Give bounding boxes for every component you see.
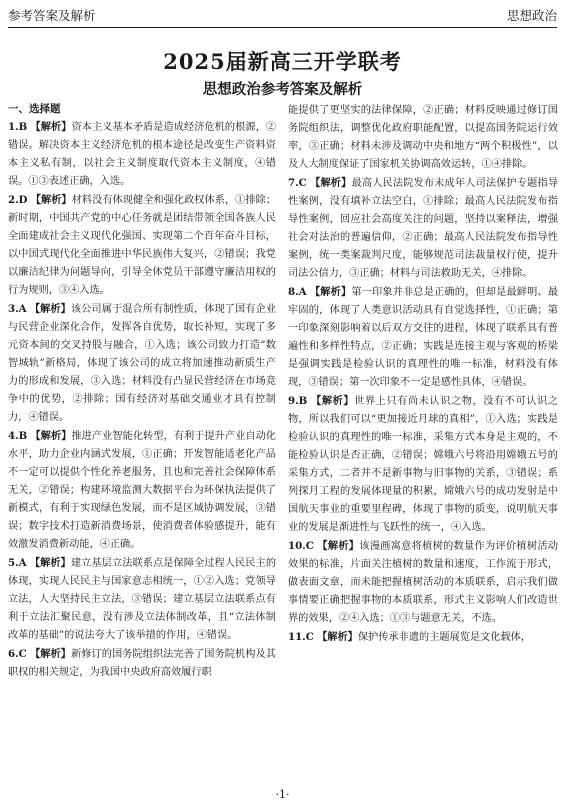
analysis-tag: 【解析】 <box>317 540 360 552</box>
answer-number: 5.A <box>8 557 27 569</box>
answer-item <box>288 102 558 174</box>
answer-item <box>8 191 276 300</box>
answer-text: 保护传承非遗的主题展览是文化载体， <box>357 632 532 643</box>
answer-item <box>8 118 276 191</box>
answer-text: 材料没有体现健全和强化政权体系，①排除；新时期，中国共产党的中心任务就是团结带领全国各族人民全面建成社会主义现代化强国、实现第二个百年奋斗目标，以中国式现代化全面推进中华民族伟大复兴，②错误；我党以廉洁纪律为问题导向，引导全体党员干部遵守廉洁用权的行为规则，③④入选。 <box>8 195 277 296</box>
analysis-tag: 【解析】 <box>310 177 352 189</box>
answer-text: 最高人民法院发布未成年人司法保护专题指导性案例，没有填补立法空白，①排除；最高人民法院发布指导性案例，回应社会高度关注的问题，坚持以案释法，增强社会对法治的普遍信仰，②正确；最高人民法院发布指导性案例，统一类案裁判尺度，能够规范司法裁量权行使，提升司法公信力，③正确；材料与司法救助无关，④排除。 <box>288 178 559 279</box>
header-left: 参考答案及解析 <box>8 8 96 23</box>
answer-text: 新修订的国务院组织法完善了国务院机构及其职权的相关规定，为我国中央政府高效履行职 <box>8 649 276 678</box>
answer-number: 10.C <box>288 540 314 552</box>
analysis-tag: 【解析】 <box>29 557 71 569</box>
answer-number: 3.A <box>8 303 27 315</box>
answer-text: 世界上只有尚未认识之物，没有不可认识之物，所以我们可以“更加接近月球的真相”，①入选；实践是检验认识的真理性的唯一标准，采集方式本身是主观的，不能检验认识是否正确，②错误；嫦娥六号将沿用嫦娥五号的采集方式，二者并不是新事物与旧事物的关系，③错误；系列探月工程的发展体现量的积累，嫦娥六号的成功发射是中国航天事业的重要里程碑，体现了事物的质变，说明航天事业的发展是渐进性与飞跃性的统一，④入选。 <box>288 396 558 533</box>
page-title: 2025届新高三开学联考 <box>163 49 402 74</box>
answer-text: 能提供了更坚实的法律保障，②正确；材料反映通过修订国务院组织法，调整优化政府职能配置，以提高国务院运行效率，③正确；材料未涉及调动中央和地方“两个积极性”，以及人大制度保证了国家机关协调高效运转，①④排除。 <box>288 105 558 170</box>
answer-number: 8.A <box>288 286 307 298</box>
analysis-tag: 【解析】 <box>309 286 352 298</box>
answer-text: 建立基层立法联系点是保障全过程人民民主的体现，实现人民民主与国家意志相统一，①②入选；党领导立法，人大坚持民主立法，③错误；建立基层立法联系点有利于立法汇聚民意，没有涉及立法体制改革，且“立法体制改革的基础”的说法夸大了该举措的作用，④错误。 <box>8 558 277 641</box>
answer-number: 9.B <box>288 395 308 407</box>
left-column <box>8 100 276 682</box>
answer-text: 该公司属于混合所有制性质，体现了国有企业与民营企业深化合作，发挥各自优势，取长补短，实现了多元资本间的交叉持股与融合，①入选；该公司致力打造“数智城轨”新格局，体现了该公司的成立将加速推动新质生产力的形成和发展，③入选；材料没有凸显民营经济在市场竞争中的优势，②排除；国有经济对基础交通业才具有控制力，④错误。 <box>8 304 277 423</box>
analysis-tag: 【解析】 <box>311 395 355 407</box>
analysis-tag: 【解析】 <box>30 194 72 206</box>
answer-text: 该漫画寓意将植树的数量作为评价植树活动效果的标准，片面关注植树的数量和速度，工作流于形式，做表面文章，而未能把握植树活动的本质联系，启示我们做事情要正确把握事物的本质联系，形式主义影响人们改造世界的效果，②④入选；①③与题意无关，不选。 <box>288 541 559 624</box>
answer-text: 资本主义基本矛盾是造成经济危机的根源，②错误。解决资本主义经济危机的根本途径是改变生产资料资本主义私有制，以社会主义制度取代资本主义制度，④错误。①③表述正确，入选。 <box>8 122 276 187</box>
analysis-tag: 【解析】 <box>30 648 72 660</box>
analysis-tag: 【解析】 <box>30 430 72 442</box>
page-number: ·1· <box>275 788 290 801</box>
answer-item <box>288 174 558 283</box>
answer-item <box>8 645 276 682</box>
running-header <box>8 6 557 26</box>
page-subtitle: 思想政治参考答案及解析 <box>202 82 363 98</box>
answer-item <box>8 427 276 554</box>
answer-number: 2.D <box>8 194 28 206</box>
answer-number: 6.C <box>8 648 27 660</box>
answer-item <box>288 392 558 537</box>
answer-item <box>288 283 558 392</box>
answer-number: 1.B <box>8 121 28 133</box>
analysis-tag: 【解析】 <box>29 303 71 315</box>
analysis-tag: 【解析】 <box>30 121 72 133</box>
answer-number: 7.C <box>288 177 307 189</box>
answer-number: 4.B <box>8 430 28 442</box>
section-heading: 一、选择题 <box>8 103 61 115</box>
header-rule <box>8 27 557 28</box>
answer-item <box>8 300 276 427</box>
analysis-tag: 【解析】 <box>317 631 358 643</box>
answer-item <box>288 537 558 628</box>
answer-item <box>8 554 276 645</box>
answer-text: 第一印象并非总是正确的，但却是最鲜明、最牢固的，体现了人类意识活动具有自觉选择性，①正确；第一印象深刻影响着以后双方交往的进程，体现了联系具有普遍性和多样性特点，②正确；实践是连接主观与客观的桥梁是强调实践是检验认识的真理性的唯一标准，材料没有体现，③错误；第一次印象不一定是感性具体，④错误。 <box>288 287 559 388</box>
answer-item <box>288 628 558 647</box>
answer-number: 11.C <box>288 631 314 643</box>
right-column <box>288 102 558 647</box>
header-right: 思想政治 <box>506 8 557 23</box>
answer-text: 推进产业智能化转型，有利于提升产业自动化水平，助力企业内涵式发展，①正确；开发智能适老化产品不一定可以提供个性化养老服务，且也和完善社会保障体系无关，②错误；构建环境监测大数据平台为环保执法提供了新模式，有利于实现绿色发展，而不是区域协调发展，③错误；数字技术打造新消费场景，使消费者体验感提升，能有效激发消费新动能，④正确。 <box>8 431 276 550</box>
